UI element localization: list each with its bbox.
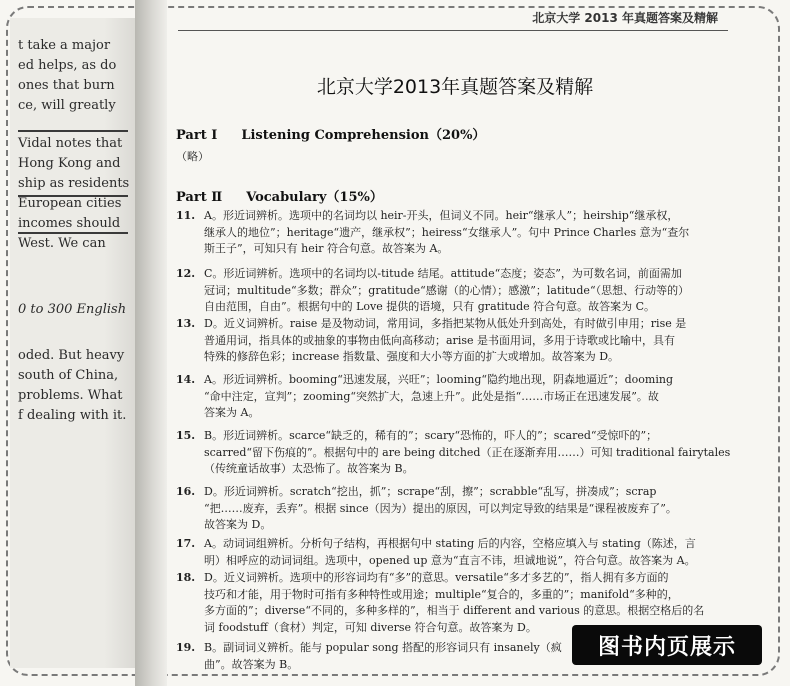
- answer-number: 15.: [176, 429, 196, 442]
- left-page-line: ship as residents: [18, 176, 130, 191]
- answer-line: 自由范围，自由”。根据句中的 Love 提供的语境，只有 gratitude 符合句意。故答案为 C。: [204, 300, 656, 313]
- answer-line: [176, 266, 736, 283]
- answer-number: 17.: [176, 537, 196, 550]
- part-2-heading: [176, 186, 383, 205]
- left-page-underline: [18, 232, 128, 234]
- answer-number: 18.: [176, 571, 196, 584]
- part-1-number: Part Ⅰ: [176, 128, 218, 143]
- answer-line: （传统童话故事）太恐怖了。故答案为 B。: [204, 462, 414, 475]
- part-1-heading: [176, 124, 485, 143]
- answer-item: [176, 536, 736, 569]
- answer-line: 答案为 A。: [204, 406, 260, 419]
- answer-number: 11.: [176, 209, 196, 222]
- left-page-underline: [18, 130, 128, 132]
- left-page-line: Hong Kong and: [18, 156, 121, 171]
- left-page-line: incomes should: [18, 216, 121, 231]
- left-page-line: 0 to 300 English: [18, 302, 127, 317]
- answer-line: [176, 536, 736, 553]
- part-2-name: Vocabulary（15%）: [246, 190, 383, 205]
- answer-item: [176, 484, 736, 534]
- part-1-name: Listening Comprehension（20%）: [241, 128, 486, 143]
- answer-text: A。形近词辨析。booming“迅速发展，兴旺”；looming“隐约地出现，阴森地逼近”；dooming: [204, 373, 673, 386]
- answer-line: 曲”。故答案为 B。: [204, 657, 299, 671]
- answer-line: scarred“留下伤痕的”。根据句中的 are being ditched（正在逐渐弃用……）可知 traditional fairytales: [204, 445, 731, 459]
- left-page-line: problems. What: [18, 388, 123, 403]
- left-page-line: European cities: [18, 196, 122, 211]
- answer-number: 12.: [176, 267, 196, 280]
- right-page: [160, 0, 782, 686]
- answer-line: [176, 570, 736, 587]
- left-page: [10, 18, 155, 668]
- answer-number: 16.: [176, 485, 196, 498]
- left-page-line: south of China,: [18, 368, 119, 383]
- answer-text: B。副词词义辨析。能与 popular song 搭配的形容词只有 insanely（疯: [204, 641, 562, 654]
- answer-item: [176, 208, 736, 258]
- left-page-line: ce, will greatly: [18, 98, 116, 113]
- part-2-number: Part Ⅱ: [176, 190, 223, 205]
- left-page-line: oded. But heavy: [18, 348, 125, 363]
- answer-text: C。形近词辨析。选项中的名词均以-titude 结尾。attitude“态度；姿态”，为可数名词，前面需加: [204, 267, 682, 280]
- answer-number: 13.: [176, 317, 196, 330]
- answer-line: 词 foodstuff（食材）判定，可知 diverse 符合句意。故答案为 D。: [204, 620, 537, 634]
- answer-line: [176, 484, 736, 501]
- left-page-line: t take a major: [18, 38, 111, 53]
- answer-text: D。近义词辨析。选项中的形容词均有“多”的意思。versatile“多才多艺的”，指人拥有多方面的: [204, 571, 669, 584]
- answer-item: [176, 372, 736, 422]
- answer-number: 14.: [176, 373, 196, 386]
- answer-line: 技巧和才能，用于物时可指有多种特性或用途；multiple“复合的，多重的”；manifold“多种的，: [204, 587, 679, 601]
- answer-line: “把……废弃，丢弃”。根据 since（因为）提出的原因，可以判定导致的结果是“课程被废弃了”。: [204, 501, 677, 515]
- answer-item: [176, 266, 736, 316]
- part-1-note: （略）: [176, 150, 209, 163]
- answer-line: 明）相呼应的动词词组。选项中，opened up 意为“直言不讳，坦诚地说”，符合句意。故答案为 A。: [204, 553, 696, 567]
- answer-line: “命中注定，宣判”；zooming“突然扩大，急速上升”。此处是指“……市场正在迅速发展”。故: [204, 389, 659, 403]
- page-title: 北京大学2013年真题答案及精解: [316, 76, 594, 98]
- answer-number: 19.: [176, 641, 196, 654]
- answer-line: 普通用词，指具体的或抽象的事物由低向高移动；arise 是书面用词，多用于诗歌或比喻中，具有: [204, 333, 675, 347]
- left-page-line: f dealing with it.: [18, 408, 127, 423]
- answer-line: [176, 372, 736, 389]
- answer-text: B。形近词辨析。scarce“缺乏的，稀有的”；scary“恐怖的，吓人的”；scared“受惊吓的”；: [204, 429, 658, 442]
- left-page-line: Vidal notes that: [18, 136, 123, 151]
- answer-item: [176, 316, 736, 366]
- left-page-line: West. We can: [18, 236, 106, 251]
- header-rule: [178, 30, 728, 31]
- answer-line: 斯王子”，可知只有 heir 符合句意。故答案为 A。: [204, 242, 449, 255]
- answer-line: [176, 428, 736, 445]
- answer-text: D。近义词辨析。raise 是及物动词，常用词，多指把某物从低处升到高处，有时做引申用；rise 是: [204, 317, 687, 330]
- left-page-line: ones that burn: [18, 78, 115, 93]
- answer-line: 多方面的”；diverse“不同的，多种多样的”，相当于 different and various 的意思。根据空格后的名: [204, 604, 705, 617]
- answer-line: 故答案为 D。: [204, 518, 272, 531]
- answer-line: [176, 208, 736, 225]
- answer-text: D。形近词辨析。scratch“挖出，抓”；scrape“刮，擦”；scrabble“乱写，拼凑成”；scrap: [204, 485, 657, 498]
- answer-text: A。形近词辨析。选项中的名词均以 heir-开头，但词义不同。heir“继承人”；heirship“继承权，: [204, 209, 679, 222]
- running-head: 北京大学 2013 年真题答案及精解: [532, 11, 718, 25]
- book-preview-badge: 图书内页展示: [572, 625, 762, 665]
- answer-line: 冠词；multitude“多数；群众”；gratitude“感谢（的心情）；感激”；latitude“（思想、行动等的）: [204, 283, 690, 297]
- answer-item: [176, 428, 736, 478]
- answer-text: A。动词词组辨析。分析句子结构，再根据句中 stating 后的内容，空格应填入与 stating（陈述，言: [204, 537, 696, 550]
- answer-line: [176, 316, 736, 333]
- answer-line: 继承人的地位”；heritage“遗产，继承权”；heiress“女继承人”。句中 Prince Charles 意为“查尔: [204, 225, 690, 239]
- left-page-line: ed helps, as do: [18, 58, 117, 73]
- answer-line: 特殊的修辞色彩；increase 指数量、强度和大小等方面的扩大或增加。故答案为 D。: [204, 350, 620, 363]
